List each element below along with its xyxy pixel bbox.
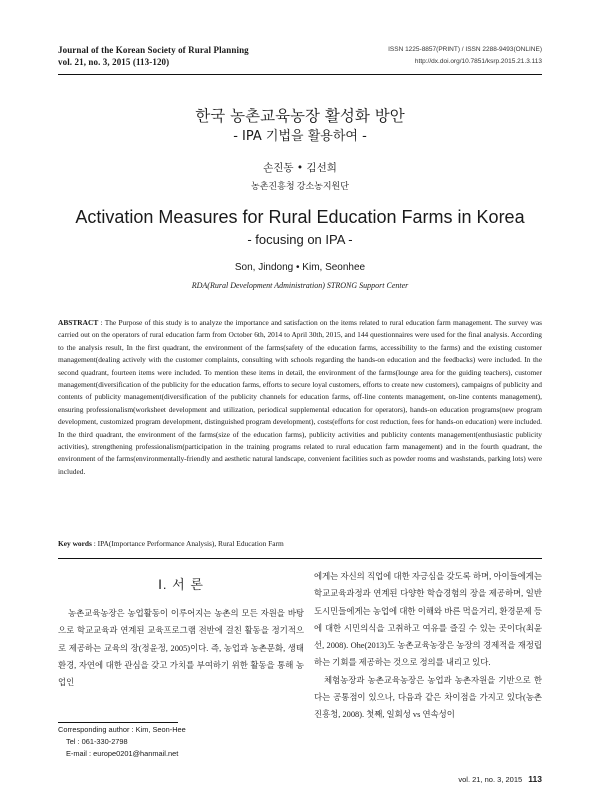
authors-english: Son, Jindong • Kim, Seonhee bbox=[234, 262, 366, 273]
issn: ISSN 1225-8857(PRINT) / ISSN 2288-9493(ONLINE) bbox=[388, 46, 542, 53]
journal-header bbox=[58, 44, 249, 68]
intro-paragraph-2: 체험농장과 농촌교육농장은 농업과 농촌자원을 기반으로 한다는 공통점이 있으나, 다음과 같은 차이점을 가지고 있다(농촌진흥청, 2008). 첫째, 일회성 vs 연속성이 bbox=[314, 675, 542, 720]
abstract-label: ABSTRACT bbox=[58, 318, 99, 327]
keywords-label: Key words bbox=[58, 539, 92, 548]
keywords-text: : IPA(Importance Performance Analysis), Rural Education Farm bbox=[93, 539, 284, 548]
abstract-text: : The Purpose of this study is to analyze the importance and satisfaction on the items related to rural education farm management. The survey was carried out on the operators of rural education farm from October 6th, 2014 to April 30th, 2015, and 144 questionnaires were used for the final analysis. According to the analysis result, In the first quadrant, the environment of the farms(safety of the education farms, accessibility to the farms) and the existing customer management(dealing actively with the customer complaints, consulting with schools regarding the hands-on education and the feedbacks) were included. In the second quadrant, fourteen items were included. To mention these items in detail, the environment of the farms(lounge area for the guiding teachers), customer management(diversification of the publicity for the education farms, efforts to secure loyal customers, efforts to create new customers), campaigns of publicity and contents of publicity management(diversification of the publicity channels for education farms, off-line contents management, on-line contents management), ensuring professionalism(worksheet development and utilization, periodical supplemental education for operators), hands-on education programs(new program development, customized program development, distinguished program development), costs(efforts for cost reduction, fees for hands-on education) were included. In the third quadrant, the environment of the farms(size of the education farms), publicity activities and publicity contents management(enthusiastic publicity activities), strengthening professionalism(participation in the training programs related to rural education farm management) and in the fourth quadrant, the environment of the farms(environmentally-friendly and aesthetic natural landscape, convenient facilities such as powder rooms and washstands, parking lots) were included. bbox=[58, 318, 542, 476]
title-english: Activation Measures for Rural Education Farms in Korea bbox=[75, 207, 525, 227]
journal-identifiers bbox=[388, 44, 542, 68]
keywords bbox=[58, 538, 542, 550]
doi-link[interactable]: http://dx.doi.org/10.7851/ksrp.2015.21.3.113 bbox=[414, 58, 542, 65]
subtitle-korean: - IPA 기법을 활용하여 - bbox=[233, 129, 367, 144]
authors-korean: 손진동 • 김선희 bbox=[263, 162, 337, 174]
right-column bbox=[314, 568, 542, 724]
subtitle-english: - focusing on IPA - bbox=[247, 232, 353, 247]
header-divider bbox=[58, 74, 542, 75]
corresponding-email[interactable]: E-mail : europe0201@hanmail.net bbox=[66, 749, 179, 758]
page-footer bbox=[458, 774, 542, 784]
intro-paragraph-continued: 에게는 자신의 직업에 대한 자긍심을 갖도록 하며, 아이들에게는 학교교육과정과 연계된 다양한 학습경험의 장을 제공하며, 일반 도시민들에게는 농업에 대한 이해와 바른 먹을거리, 환경문제 등에 대한 시민의식을 고취하고 여유를 즐길 수 있는 곳이다(최윤선, 2008). Ohe(2013)도 농촌교육농장은 농장의 경제적을 재정립하는 기회를 제공하는 것으로 정의를 내리고 있다. bbox=[314, 572, 542, 668]
journal-name: Journal of the Korean Society of Rural Planning bbox=[58, 45, 249, 55]
abstract bbox=[58, 317, 542, 478]
footnote-divider bbox=[58, 722, 178, 723]
corresponding-tel: Tel : 061-330-2798 bbox=[66, 737, 128, 746]
affiliation-english: RDA(Rural Development Administration) STRONG Support Center bbox=[191, 281, 409, 290]
footer-volume: vol. 21, no. 3, 2015 bbox=[458, 775, 523, 784]
section-heading: Ⅰ. 서 론 bbox=[158, 577, 204, 592]
corresponding-author bbox=[58, 724, 186, 760]
page-number: 113 bbox=[528, 774, 542, 784]
section-divider bbox=[58, 558, 542, 559]
corresponding-author-name: Corresponding author : Kim, Seon-Hee bbox=[58, 725, 186, 734]
left-column bbox=[58, 568, 304, 691]
title-korean: 한국 농촌교육농장 활성화 방안 bbox=[195, 107, 405, 125]
affiliation-korean: 농촌진흥청 강소농지원단 bbox=[251, 181, 349, 191]
journal-volume: vol. 21, no. 3, 2015 (113-120) bbox=[58, 57, 170, 67]
intro-paragraph: 농촌교육농장은 농업활동이 이루어지는 농촌의 모든 자원을 바탕으로 학교교육과 연계된 교육프로그램 전반에 걸친 활동을 정기적으로 제공하는 교육의 장(정윤정, 2005)이다. 즉, 농업과 농촌문화, 생태환경, 자연에 대한 관심을 갖고 가치를 부여하기 위한 활동을 통해 농업인 bbox=[58, 609, 304, 688]
